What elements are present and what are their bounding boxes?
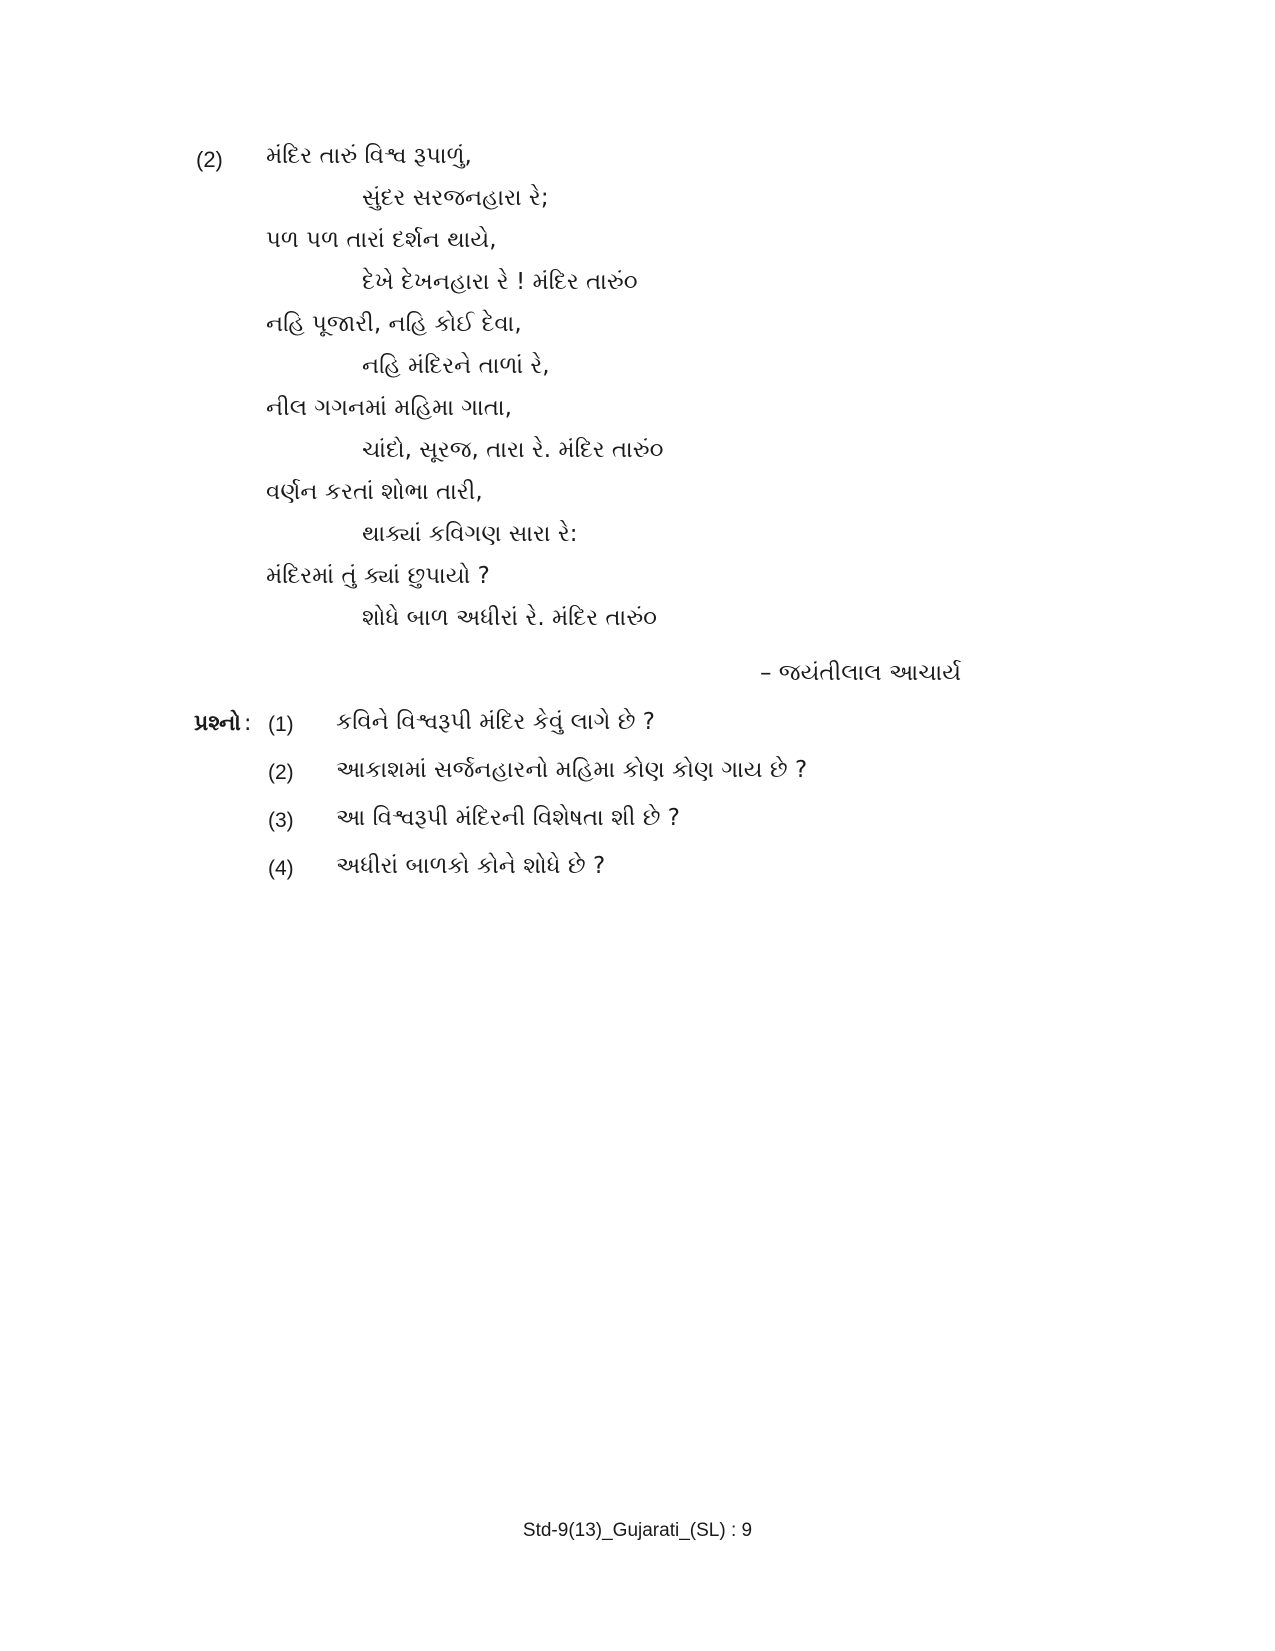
poem-line: થાક્યાં કવિગણ સારા રે: (362, 521, 578, 547)
question-text: આ વિશ્વરૂપી મંદિરની વિશેષતા શી છે ? (336, 805, 681, 831)
poem-number: (2) (196, 147, 223, 172)
question-number: (1) (268, 713, 294, 736)
poem-line: વર્ણન કરતાં શોભા તારી, (266, 479, 483, 505)
poem-author: – જયંતીલાલ આચાર્ય (760, 660, 962, 686)
poem-line: નીલ ગગનમાં મહિમા ગાતા, (266, 395, 512, 421)
questions-heading: પ્રશ્નો (194, 711, 241, 736)
question-number: (4) (268, 857, 294, 880)
poem-line: નહિ મંદિરને તાળાં રે, (362, 353, 550, 379)
question-text: અધીરાં બાળકો કોને શોધે છે ? (336, 853, 606, 879)
question-text: આકાશમાં સર્જનહારનો મહિમા કોણ કોણ ગાય છે ? (336, 757, 808, 783)
poem-line: ચાંદો, સૂરજ, તારા રે. મંદિર તારું૦ (362, 437, 664, 463)
poem-line: નહિ પૂજારી, નહિ કોઈ દેવા, (266, 311, 522, 337)
poem-line: સુંદર સરજનહારા રે; (362, 185, 549, 211)
questions-colon: : (244, 711, 252, 736)
poem-line: શોધે બાળ અધીરાં રે. મંદિર તારું૦ (362, 605, 658, 631)
poem-line: દેખે દેખનહારા રે ! મંદિર તારું૦ (362, 269, 638, 295)
question-number: (2) (268, 761, 294, 784)
poem-line: મંદિર તારું વિશ્વ રૂપાળું, (266, 143, 472, 169)
poem-line: મંદિરમાં તું ક્યાં છુપાયો ? (266, 563, 490, 589)
question-number: (3) (268, 809, 294, 832)
question-text: કવિને વિશ્વરૂપી મંદિર કેવું લાગે છે ? (336, 709, 656, 735)
poem-line: પળ પળ તારાં દર્શન થાયે, (266, 227, 497, 253)
page-footer: Std-9(13)_Gujarati_(SL) : 9 (522, 1520, 753, 1541)
